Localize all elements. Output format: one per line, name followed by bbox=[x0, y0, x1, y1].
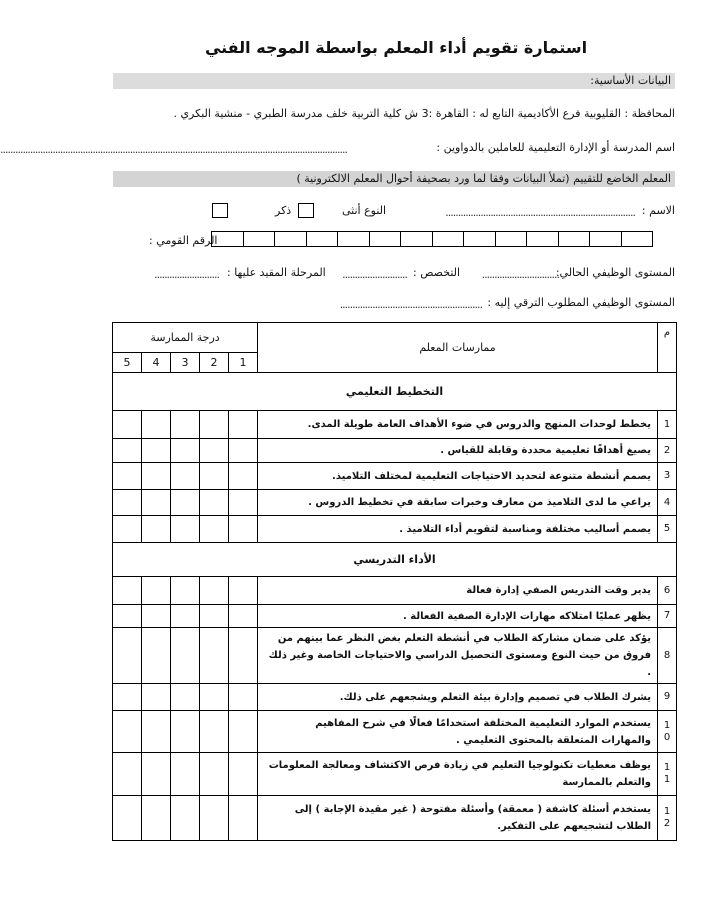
male-label: ذكر bbox=[275, 204, 292, 217]
score-cell[interactable] bbox=[113, 463, 142, 490]
promotion-field[interactable]: ......................................................... bbox=[339, 298, 482, 311]
score-cell[interactable] bbox=[200, 796, 229, 841]
score-header-3: 3 bbox=[171, 353, 200, 373]
national-id-label: الرقم القومي : bbox=[149, 234, 218, 247]
score-cell[interactable] bbox=[113, 684, 142, 711]
table-row bbox=[113, 577, 677, 605]
table-row bbox=[113, 411, 677, 439]
score-cell[interactable] bbox=[142, 796, 171, 841]
score-header-1: 1 bbox=[229, 353, 258, 373]
score-cell[interactable] bbox=[171, 490, 200, 516]
table-row bbox=[113, 628, 677, 684]
score-cell[interactable] bbox=[113, 577, 142, 605]
score-cell[interactable] bbox=[142, 753, 171, 796]
school-field[interactable]: ........................................................................................................................................... bbox=[0, 143, 347, 156]
score-cell[interactable] bbox=[200, 605, 229, 628]
score-cell[interactable] bbox=[142, 463, 171, 490]
practice-statement: يصمم أساليب مختلفة ومناسبة لتقويم أداء التلاميذ . bbox=[258, 516, 658, 543]
practice-statement: يدير وقت التدريس الصفي إدارة فعالة bbox=[258, 577, 658, 605]
row-number: 4 bbox=[658, 490, 677, 516]
table-row bbox=[113, 753, 677, 796]
score-cell[interactable] bbox=[113, 411, 142, 439]
score-cell[interactable] bbox=[142, 516, 171, 543]
score-cell[interactable] bbox=[171, 753, 200, 796]
score-cell[interactable] bbox=[113, 516, 142, 543]
table-row bbox=[113, 516, 677, 543]
evaluated-teacher-band: المعلم الخاضع للتقييم (تملأ البيانات وفقا لما ورد بصحيفة أحوال المعلم الالكترونية ) bbox=[113, 171, 675, 187]
score-cell[interactable] bbox=[113, 490, 142, 516]
score-cell[interactable] bbox=[113, 605, 142, 628]
row-number: 2 bbox=[658, 439, 677, 463]
score-cell[interactable] bbox=[142, 490, 171, 516]
table-row bbox=[113, 711, 677, 753]
practice-header: ممارسات المعلم bbox=[258, 323, 658, 373]
governorate-line: المحافظة : القليوبية فرع الأكاديمية التابع له : القاهرة :3 ش كلية التربية خلف مدرسة الطبري - منشية البكري . bbox=[173, 107, 675, 120]
female-checkbox[interactable] bbox=[298, 203, 314, 218]
score-header-4: 4 bbox=[142, 353, 171, 373]
score-cell[interactable] bbox=[200, 577, 229, 605]
score-cell[interactable] bbox=[171, 577, 200, 605]
score-cell[interactable] bbox=[142, 439, 171, 463]
row-number: 1 bbox=[658, 411, 677, 439]
practice-statement: يوظف معطيات تكنولوجيا التعليم في زيادة فرص الاكتشاف ومعالجة المعلومات والتعلم بالممارسة bbox=[258, 753, 658, 796]
practice-statement: يصيغ أهدافًا تعليمية محددة وقابلة للقياس . bbox=[258, 439, 658, 463]
practice-statement: يظهر عمليًا امتلاكه مهارات الإدارة الصفية الفعالة . bbox=[258, 605, 658, 628]
row-number: 9 bbox=[658, 684, 677, 711]
current-level-field[interactable]: ............................... bbox=[481, 268, 559, 281]
table-body bbox=[113, 373, 677, 841]
num-header: م bbox=[658, 323, 677, 373]
name-field[interactable]: ............................................................................ bbox=[445, 206, 635, 219]
table-row bbox=[113, 490, 677, 516]
row-number: 1 2 bbox=[658, 796, 677, 841]
score-cell[interactable] bbox=[200, 628, 229, 684]
score-cell[interactable] bbox=[113, 628, 142, 684]
score-cell[interactable] bbox=[200, 711, 229, 753]
score-cell[interactable] bbox=[229, 463, 258, 490]
practice-statement: يشرك الطلاب في تصميم وإدارة بيئة التعلم ويشجعهم على ذلك. bbox=[258, 684, 658, 711]
row-number: 6 bbox=[658, 577, 677, 605]
score-cell[interactable] bbox=[229, 490, 258, 516]
score-cell[interactable] bbox=[229, 577, 258, 605]
practice-statement: يستخدم أسئلة كاشفة ( معمقة) وأسئلة مفتوحة ( غير مقيدة الإجابة ) إلى الطلاب لتشجيعهم على التفكير. bbox=[258, 796, 658, 841]
score-cell[interactable] bbox=[200, 516, 229, 543]
table-row bbox=[113, 684, 677, 711]
practice-statement: يصمم أنشطة متنوعة لتحديد الاحتياجات التعليمية لمختلف التلاميذ. bbox=[258, 463, 658, 490]
row-number: 8 bbox=[658, 628, 677, 684]
row-number: 1 0 bbox=[658, 711, 677, 753]
score-cell[interactable] bbox=[142, 711, 171, 753]
score-cell[interactable] bbox=[229, 411, 258, 439]
row-number: 1 1 bbox=[658, 753, 677, 796]
score-cell[interactable] bbox=[229, 796, 258, 841]
section-title: التخطيط التعليمي bbox=[113, 373, 677, 411]
stage-field[interactable]: .......................... bbox=[154, 268, 219, 281]
table-row bbox=[113, 463, 677, 490]
score-cell[interactable] bbox=[113, 753, 142, 796]
table-row bbox=[113, 796, 677, 841]
score-cell[interactable] bbox=[113, 439, 142, 463]
score-cell[interactable] bbox=[200, 439, 229, 463]
score-cell[interactable] bbox=[229, 753, 258, 796]
score-cell[interactable] bbox=[171, 605, 200, 628]
male-checkbox[interactable] bbox=[212, 203, 228, 218]
promotion-label: المستوى الوظيفي المطلوب الترقي إليه : bbox=[487, 296, 675, 309]
score-cell[interactable] bbox=[171, 516, 200, 543]
score-cell[interactable] bbox=[171, 711, 200, 753]
row-number: 5 bbox=[658, 516, 677, 543]
score-cell[interactable] bbox=[142, 605, 171, 628]
score-header-5: 5 bbox=[113, 353, 142, 373]
basic-data-heading: البيانات الأساسية: bbox=[113, 73, 675, 89]
score-cell[interactable] bbox=[142, 411, 171, 439]
row-number: 3 bbox=[658, 463, 677, 490]
score-cell[interactable] bbox=[171, 796, 200, 841]
stage-label: المرحلة المقيد عليها : bbox=[227, 266, 326, 279]
specialty-label: التخصص : bbox=[413, 266, 461, 279]
specialty-field[interactable]: .......................... bbox=[342, 268, 407, 281]
score-cell[interactable] bbox=[142, 577, 171, 605]
degree-header: درجة الممارسة bbox=[113, 323, 258, 353]
score-cell[interactable] bbox=[113, 796, 142, 841]
score-cell[interactable] bbox=[229, 605, 258, 628]
score-cell[interactable] bbox=[200, 490, 229, 516]
national-id-grid[interactable] bbox=[211, 231, 653, 247]
score-cell[interactable] bbox=[200, 684, 229, 711]
page-title: استمارة تقويم أداء المعلم بواسطة الموجه الفني bbox=[204, 38, 588, 57]
score-cell[interactable] bbox=[229, 439, 258, 463]
score-cell[interactable] bbox=[142, 628, 171, 684]
practice-statement: يخطط لوحدات المنهج والدروس في ضوء الأهداف العامة طويلة المدى. bbox=[258, 411, 658, 439]
score-cell[interactable] bbox=[229, 684, 258, 711]
score-cell[interactable] bbox=[200, 411, 229, 439]
score-cell[interactable] bbox=[171, 439, 200, 463]
score-header-2: 2 bbox=[200, 353, 229, 373]
score-cell[interactable] bbox=[200, 463, 229, 490]
score-cell[interactable] bbox=[171, 628, 200, 684]
score-cell[interactable] bbox=[229, 628, 258, 684]
name-label: الاسم : bbox=[641, 204, 675, 217]
score-cell[interactable] bbox=[229, 711, 258, 753]
table-row bbox=[113, 605, 677, 628]
evaluation-table bbox=[112, 322, 677, 841]
score-cell[interactable] bbox=[171, 463, 200, 490]
table-row bbox=[113, 439, 677, 463]
row-number: 7 bbox=[658, 605, 677, 628]
score-cell[interactable] bbox=[171, 411, 200, 439]
section-title: الأداء التدريسي bbox=[113, 543, 677, 577]
score-cell[interactable] bbox=[229, 516, 258, 543]
score-cell[interactable] bbox=[113, 711, 142, 753]
gender-label: النوع أنثى bbox=[342, 204, 387, 217]
school-label: اسم المدرسة أو الإدارة التعليمية للعاملين بالدواوين : bbox=[436, 141, 675, 154]
score-cell[interactable] bbox=[200, 753, 229, 796]
score-cell[interactable] bbox=[142, 684, 171, 711]
score-cell[interactable] bbox=[171, 684, 200, 711]
practice-statement: يؤكد على ضمان مشاركة الطلاب في أنشطة التعلم بغض النظر عما بينهم من فروق من حيث النوع ومستوى التحصيل الدراسي والاحتياجات الخاصة وغير ذلك . bbox=[258, 628, 658, 684]
practice-statement: يستخدم الموارد التعليمية المختلفة استخدامًا فعالًا في شرح المفاهيم والمهارات المتعلقة بالمحتوى التعليمي . bbox=[258, 711, 658, 753]
practice-statement: يراعي ما لدى التلاميذ من معارف وخبرات سابقة في تخطيط الدروس . bbox=[258, 490, 658, 516]
current-level-label: المستوى الوظيفي الحالي: bbox=[555, 266, 675, 279]
